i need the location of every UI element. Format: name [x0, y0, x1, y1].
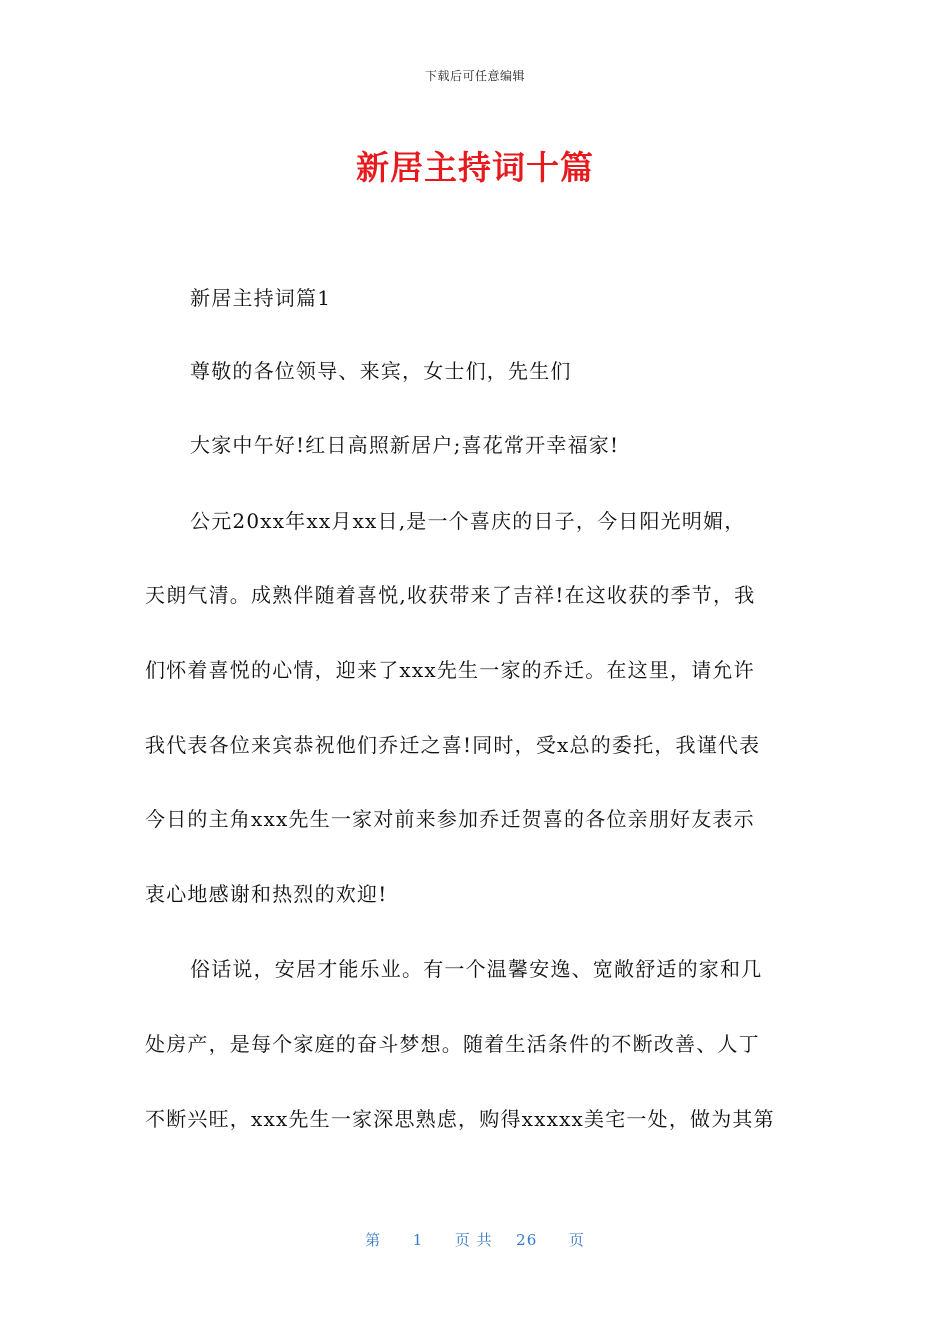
page-footer	[0, 1229, 950, 1250]
current-page-number: 1	[412, 1231, 424, 1249]
paragraph-line: 公元20xx年xx月xx日,是一个喜庆的日子，今日阳光明媚，	[190, 509, 746, 533]
paragraph-line: 天朗气清。成熟伴随着喜悦,收获带来了吉祥!在这收获的季节，我	[145, 583, 756, 607]
header-note: 下载后可任意编辑	[424, 69, 525, 83]
paragraph-line: 衷心地感谢和热烈的欢迎!	[145, 882, 388, 906]
paragraph-line: 们怀着喜悦的心情，迎来了xxx先生一家的乔迁。在这里，请允许	[145, 658, 755, 682]
paragraph-line: 不断兴旺，xxx先生一家深思熟虑，购得xxxxx美宅一处，做为其第	[145, 1107, 775, 1131]
footer-prefix: 第	[365, 1231, 382, 1249]
footer-middle: 页 共	[454, 1231, 493, 1249]
paragraph-line: 尊敬的各位领导、来宾，女士们，先生们	[190, 359, 572, 383]
section-heading: 新居主持词篇1	[190, 286, 332, 310]
paragraph-line: 处房产，是每个家庭的奋斗梦想。随着生活条件的不断改善、人丁	[145, 1032, 760, 1056]
paragraph-line: 我代表各位来宾恭祝他们乔迁之喜!同时，受x总的委托，我谨代表	[145, 733, 761, 757]
paragraph-line: 大家中午好!红日高照新居户;喜花常开幸福家!	[190, 433, 620, 457]
paragraph-line: 俗话说，安居才能乐业。有一个温馨安逸、宽敞舒适的家和几	[190, 957, 763, 981]
total-pages-number: 26	[516, 1231, 538, 1249]
document-title: 新居主持词十篇	[356, 148, 594, 187]
paragraph-line: 今日的主角xxx先生一家对前来参加乔迁贺喜的各位亲朋好友表示	[145, 807, 755, 831]
footer-suffix: 页	[568, 1231, 585, 1249]
